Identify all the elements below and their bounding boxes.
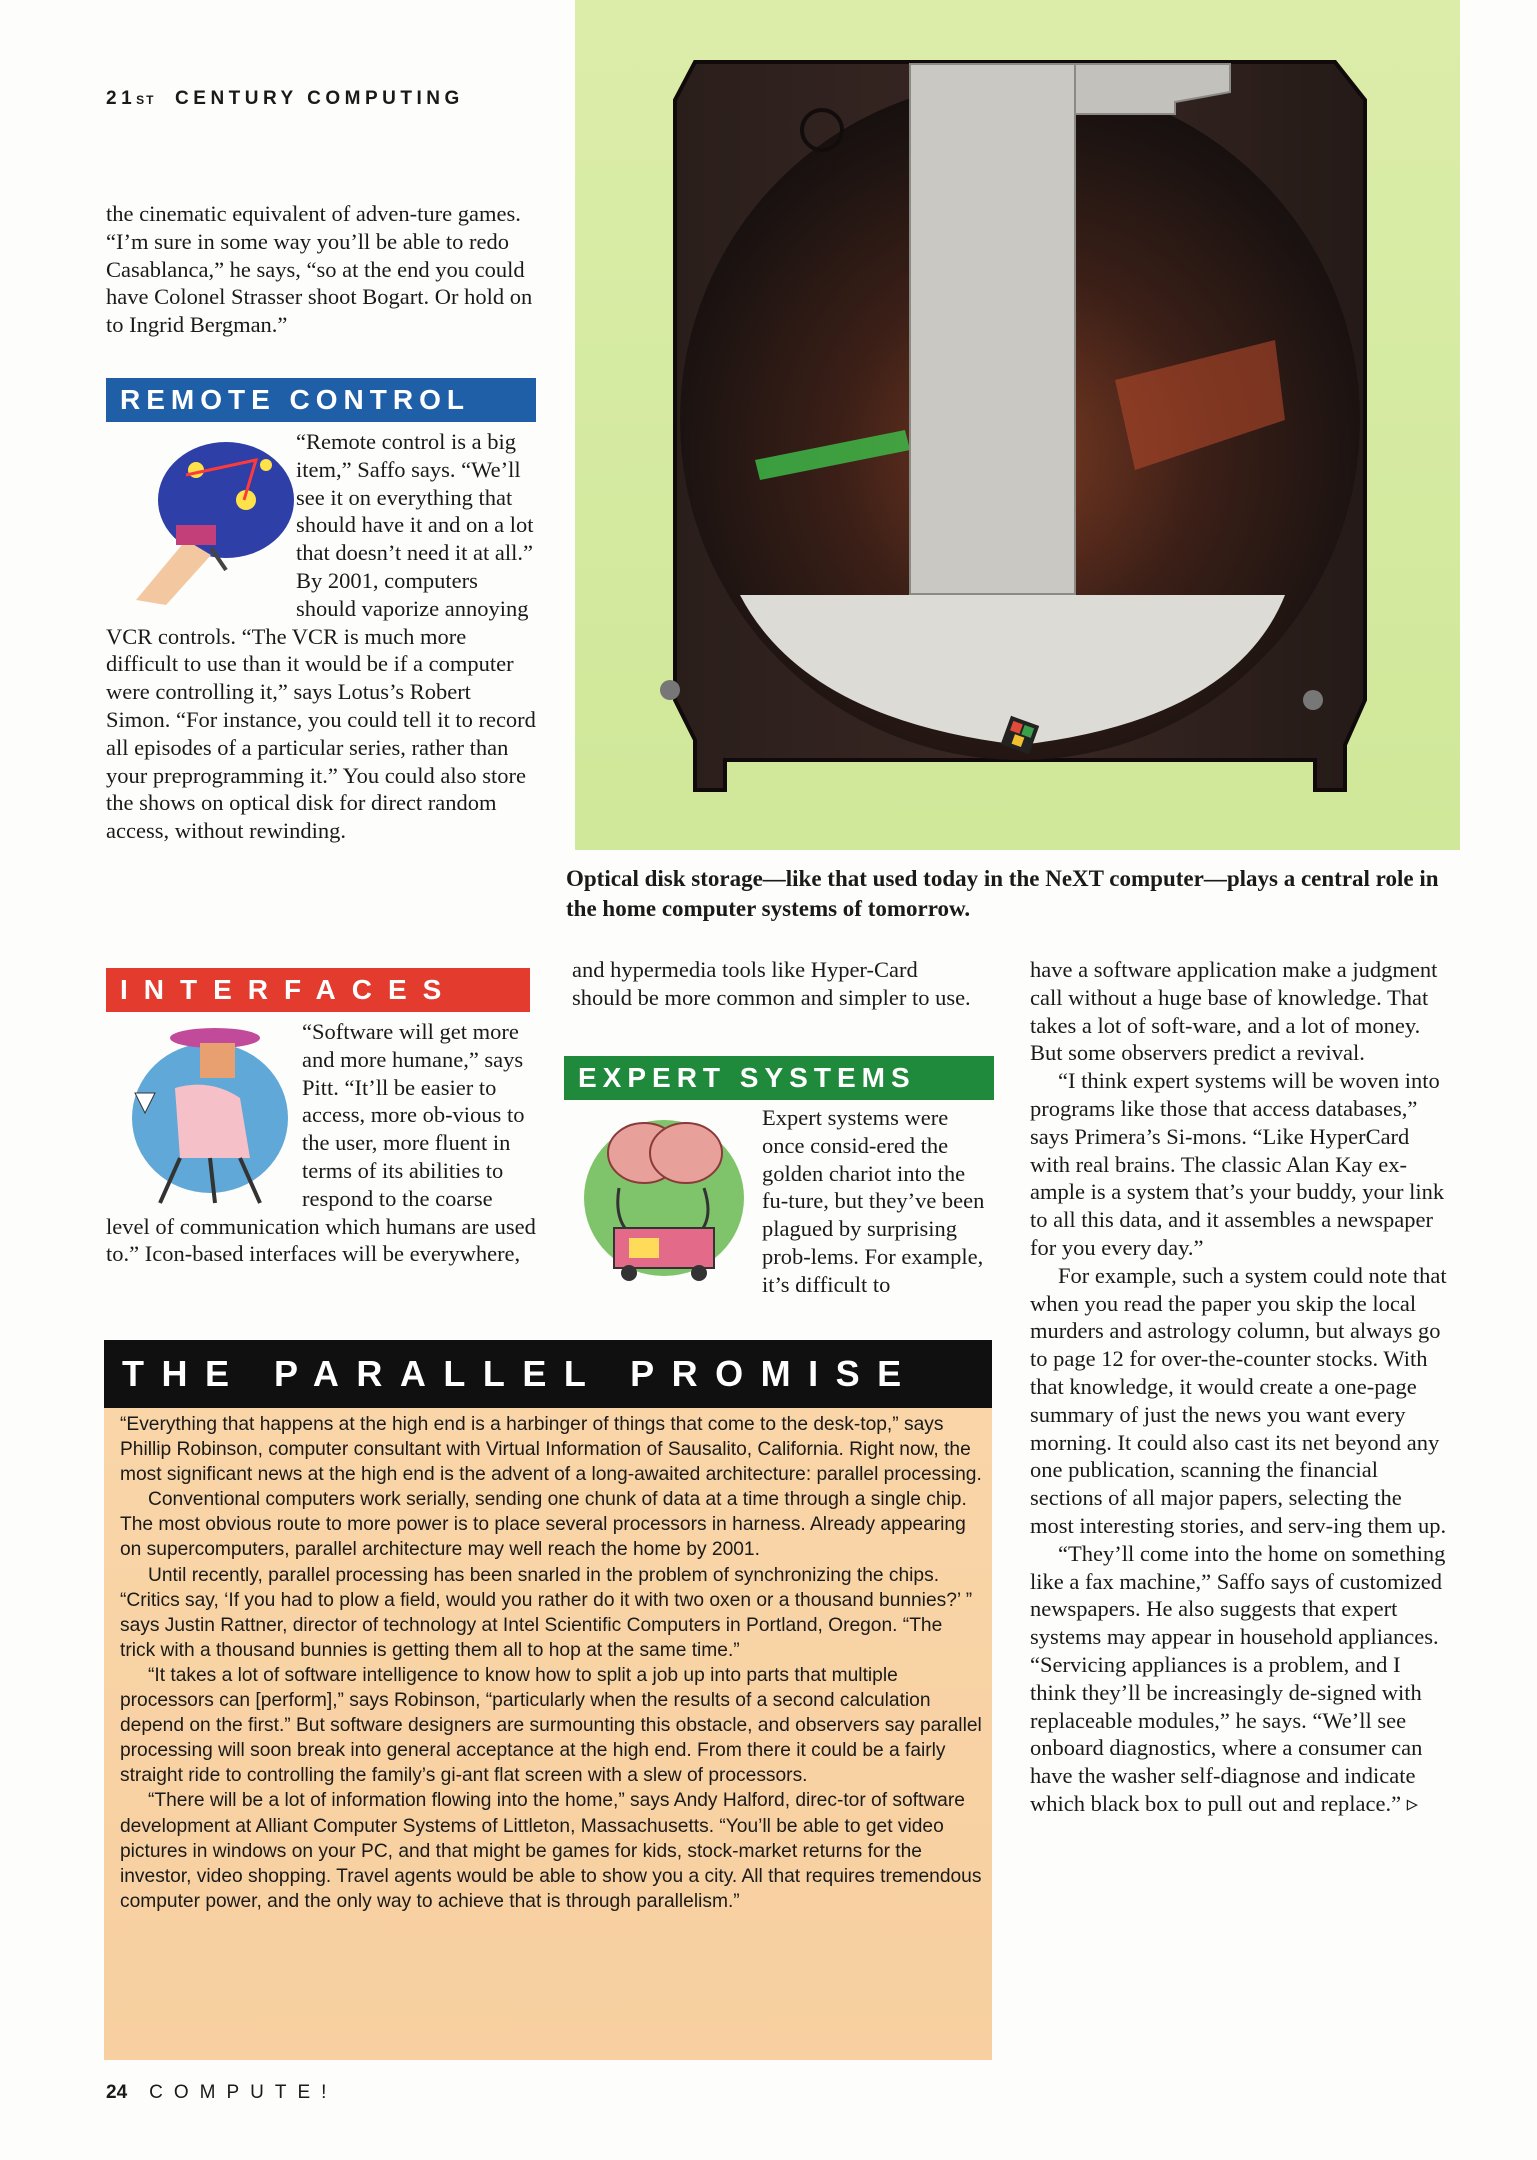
column3-paragraph: “I think expert systems will be woven into programs like those that access databases,” says Primera’s Si-mons. “Like HyperCard with real brains. The classic Alan Kay ex-ample is a system that’s your buddy, your link to all this data, and it assembles a newspaper for you every day.” (1030, 1068, 1445, 1260)
sidebar-paragraph: Until recently, parallel processing has been snarled in the problem of synchronizing the chips. “Critics say, ‘If you had to plow a field, would you rather do it with two oxen or a thousand bunnies?’ ” says Justin Rattner, director of technology at Intel Scientific Computers in Portland, Oregon. “The trick with a thousand bunnies is getting them all to hop at the same time.” (120, 1564, 973, 1661)
column3-paragraph: “They’ll come into the home on something like a fax machine,” Saffo says of customized newspapers. He also suggests that expert systems may appear in household appliances. “Servicing appliances is a problem, and I think they’ll be increasingly de-signed with replaceable modules,” he says. “We’ll see onboard diagnostics, where a consumer can have the washer self-diagnose and indicate which black box to pull out and replace.” ▹ (1030, 1540, 1446, 1816)
interfaces-heading: INTERFACES (106, 968, 530, 1012)
expert-systems-heading: EXPERT SYSTEMS (564, 1056, 994, 1100)
photo-caption: Optical disk storage—like that used today in the NeXT computer—plays a central role in the home computer systems of tomorrow. (566, 866, 1439, 921)
running-head-suffix: ST (136, 93, 156, 107)
column3-text (1030, 956, 1450, 1818)
remote-control-text (106, 428, 536, 845)
expert-float (566, 1104, 762, 1298)
sidebar-paragraph: “There will be a lot of information flowing into the home,” says Andy Halford, direc-tor of software development at Alliant Computer Systems of Littleton, Massachusetts. “You’ll be able to get video pictures in windows on your PC, and that might be games for kids, stock-market returns for the investor, video shopping. Travel agents would be able to show you a city. All that requires tremendous computer power, and the only way to achieve that is through parallelism.” (120, 1790, 982, 1912)
remote-control-body: “Remote control is a big item,” Saffo says. “We’ll see it on everything that should have it and on a lot that doesn’t need it at all.” By 2001, computers should vaporize annoying VCR controls. “The VCR is much more difficult to use than it would be if a computer were controlling it,” says Lotus’s Robert Simon. “For instance, you could tell it to record all episodes of a particular series, rather than your preprogramming it.” You could also store the shows on optical disk for direct random access, without rewinding. (106, 429, 536, 844)
sidebar-body (120, 1412, 982, 1914)
sidebar-paragraph: “Everything that happens at the high end is a harbinger of things that come to the desk-top,” says Phillip Robinson, computer consultant with Virtual Information of Sausalito, California. Right now, the most significant news at the high end is the advent of a long-awaited architecture: parallel processing. (120, 1414, 982, 1486)
remote-control-float (106, 428, 296, 616)
column2-continuation: and hypermedia tools like Hyper-Card should be more common and simpler to use. (572, 957, 971, 1010)
expert-systems-text (566, 1104, 986, 1299)
interfaces-float (106, 1018, 302, 1212)
magazine-name: COMPUTE! (149, 2082, 338, 2103)
parallel-promise-sidebar (104, 1340, 992, 2060)
sidebar-paragraph: “It takes a lot of software intelligence to know how to split a job up into parts that multiple processors can [perform],” says Robinson, “particularly when the results of a second calculation depend on the first.” But software designers are surmounting this obstacle, and observers say parallel processing will soon break into general acceptance at the high end. From there it could be a fairly straight ride to controlling the family’s gi-ant flat screen with a slew of processors. (120, 1664, 982, 1787)
running-head (106, 88, 464, 110)
column3-paragraph: have a software application make a judgment call without a huge base of knowledge. That takes a lot of soft-ware, and a lot of money. But some observers predict a revival. (1030, 957, 1438, 1066)
interfaces-body: “Software will get more and more humane,” says Pitt. “It’ll be easier to access, more ob-vious to the user, more fluent in terms of its abilities to respond to the coarse level of communication which humans are used to.” Icon-based interfaces will be everywhere, (106, 1019, 536, 1267)
remote-control-heading: REMOTE CONTROL (106, 378, 536, 422)
sidebar-paragraph: Conventional computers work serially, sending one chunk of data at a time through a single chip. The most obvious route to more power is to place several processors in harness. Already appearing on supercomputers, parallel architecture may well reach the home by 2001. (120, 1489, 967, 1561)
column3-paragraph: For example, such a system could note that when you read the paper you skip the local murders and astrology column, but always go to page 12 for over-the-counter stocks. With that knowledge, it would create a one-page summary of just the news you want every morning. It could also cast its net beyond any one publication, scanning the financial sections of all major papers, selecting the most interesting stories, and serv-ing them up. (1030, 1262, 1447, 1538)
page-number: 24 (106, 2082, 128, 2103)
optical-disk-cartridge-image (575, 0, 1460, 850)
sidebar-title: THE PARALLEL PROMISE (104, 1340, 992, 1408)
optical-disk-photo (575, 0, 1460, 850)
column1-intro: the cinematic equivalent of adven-ture games. “I’m sure in some way you’ll be able to redo Casablanca,” he says, “so at the end you could have Colonel Strasser shoot Bogart. Or hold on to Ingrid Bergman.” (106, 201, 533, 338)
interfaces-text (106, 1018, 536, 1268)
expert-systems-body: Expert systems were once consid-ered the golden chariot into the fu-ture, but they’ve been plagued by surprising prob-lems. For example, it’s difficult to (762, 1105, 985, 1297)
page-footer (106, 2082, 337, 2104)
running-head-title: CENTURY COMPUTING (175, 88, 464, 109)
running-head-number: 21 (106, 88, 137, 109)
